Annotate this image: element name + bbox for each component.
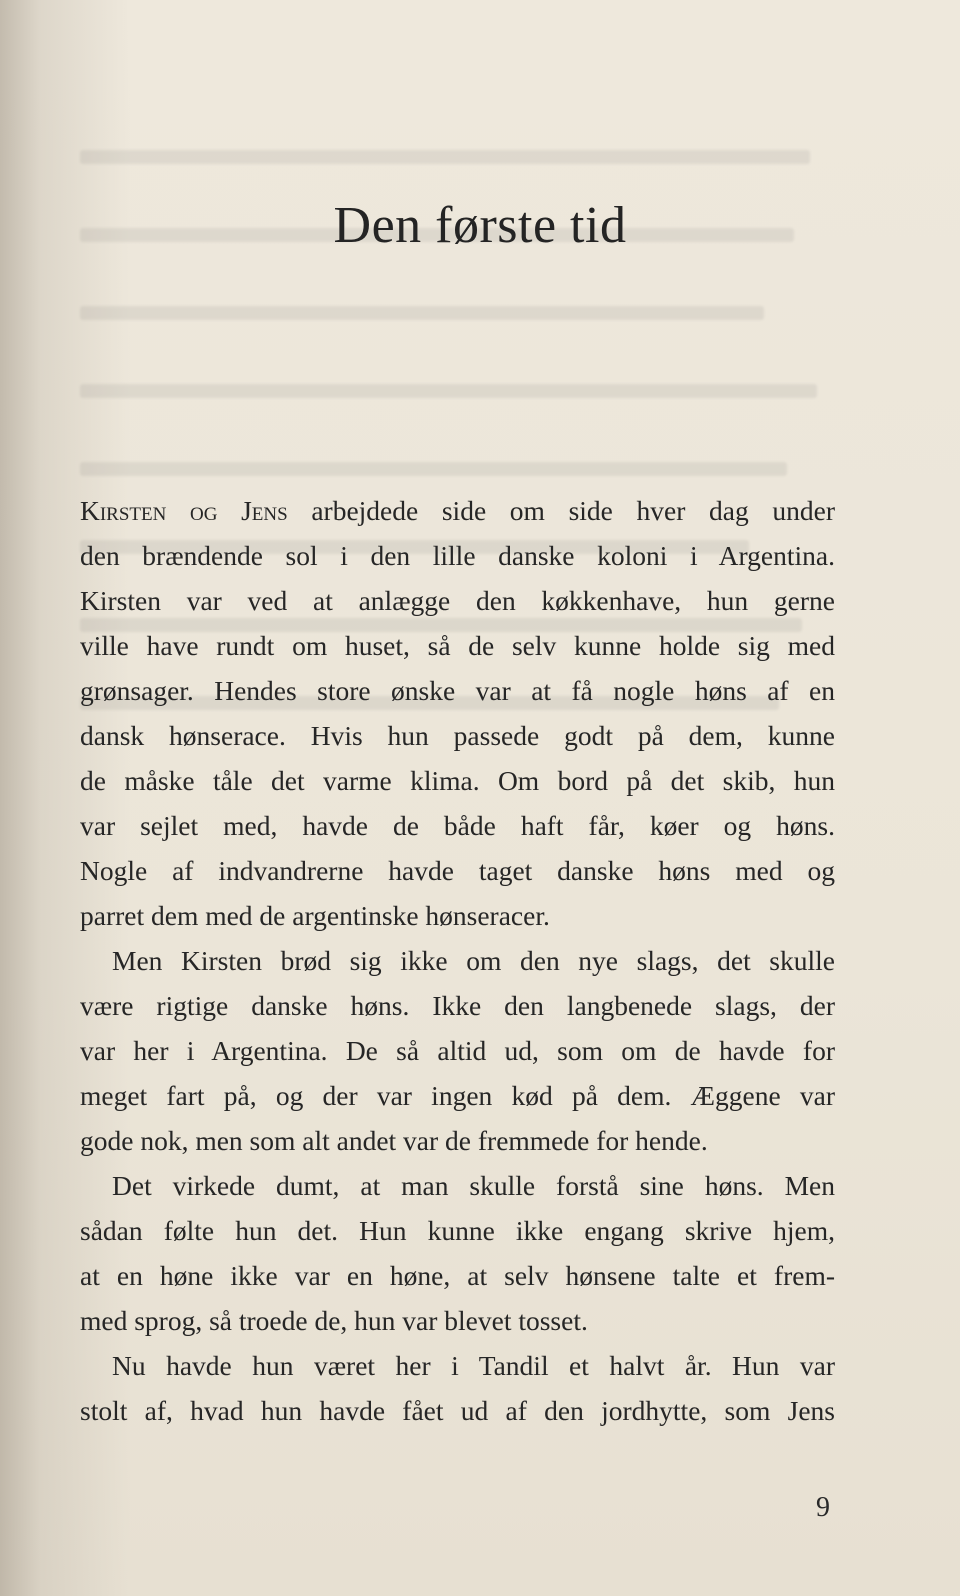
text-line: at en høne ikke var en høne, at selv hønsene talte et frem- bbox=[80, 1260, 835, 1291]
text-line: Kirsten var ved at anlægge den køkkenhave, hun gerne bbox=[80, 585, 835, 616]
page-number: 9 bbox=[816, 1492, 830, 1523]
text-line: ville have rundt om huset, så de selv kunne holde sig med bbox=[80, 630, 835, 661]
text-line: den brændende sol i den lille danske koloni i Argentina. bbox=[80, 540, 835, 571]
text-line: parret dem med de argentinske hønseracer. bbox=[80, 900, 550, 931]
text-line: sådan følte hun det. Hun kunne ikke engang skrive hjem, bbox=[80, 1215, 835, 1246]
opening-small-caps: Kirsten og Jens bbox=[80, 495, 288, 526]
text-line: Nu havde hun været her i Tandil et halvt år. Hun var bbox=[112, 1350, 835, 1381]
text-line: Nogle af indvandrerne havde taget danske høns med og bbox=[80, 855, 835, 886]
text-line: grønsager. Hendes store ønske var at få nogle høns af en bbox=[80, 675, 835, 706]
text-line: Det virkede dumt, at man skulle forstå sine høns. Men bbox=[112, 1170, 835, 1201]
chapter-body bbox=[80, 488, 835, 1433]
text-line bbox=[80, 488, 835, 533]
text-line-rest: arbejdede side om side hver dag under bbox=[287, 495, 835, 526]
text-line: meget fart på, og der var ingen kød på dem. Æggene var bbox=[80, 1080, 835, 1111]
show-through-text bbox=[80, 130, 840, 490]
text-line: var her i Argentina. De så altid ud, som om de havde for bbox=[80, 1035, 835, 1066]
text-line: dansk hønserace. Hvis hun passede godt på dem, kunne bbox=[80, 720, 835, 751]
chapter-title: Den første tid bbox=[333, 197, 627, 254]
text-line: de måske tåle det varme klima. Om bord på det skib, hun bbox=[80, 765, 835, 796]
text-line: med sprog, så troede de, hun var blevet tosset. bbox=[80, 1305, 588, 1336]
text-line: være rigtige danske høns. Ikke den langbenede slags, der bbox=[80, 990, 835, 1021]
text-line: Men Kirsten brød sig ikke om den nye slags, det skulle bbox=[112, 945, 835, 976]
text-line: var sejlet med, havde de både haft får, køer og høns. bbox=[80, 810, 835, 841]
text-line: stolt af, hvad hun havde fået ud af den jordhytte, som Jens bbox=[80, 1395, 835, 1426]
text-line: gode nok, men som alt andet var de fremmede for hende. bbox=[80, 1125, 708, 1156]
